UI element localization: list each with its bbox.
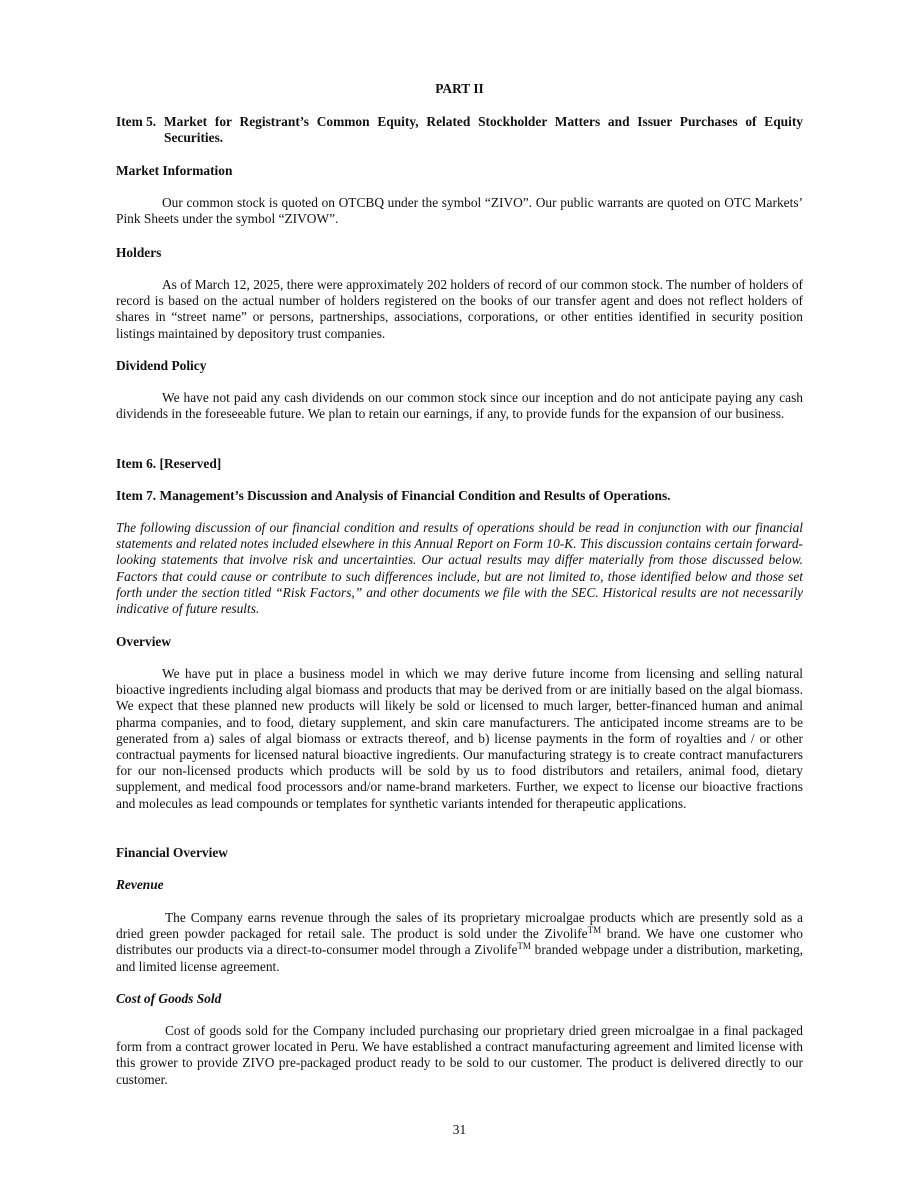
item7-intro-paragraph: The following discussion of our financial condition and results of operations should be read in conjunction with our financial statements and related notes included elsewhere in this Annual Report on Form 10-K. This discussion contains certain forward-looking statements that involve risk and uncertainties. Our actual results may differ materially from those discussed below. Factors that could cause or contribute to such differences include, but are not limited to, those identified below and those set forth under the section titled “Risk Factors,” and other documents we file with the SEC. Historical results are not necessarily indicative of future results. [116, 520, 803, 617]
dividend-policy-paragraph [116, 390, 803, 422]
overview-heading: Overview [116, 634, 172, 649]
part-title: PART II [435, 81, 484, 96]
dividend-policy-text: We have not paid any cash dividends on our common stock since our inception and do not anticipate paying any cash dividends in the foreseeable future. We plan to retain our earnings, if any, to provide funds for the expansion of our business. [116, 390, 803, 422]
cogs-paragraph [116, 1023, 803, 1088]
cogs-text: Cost of goods sold for the Company included purchasing our proprietary dried green microalgae in a final packaged form from a contract grower located in Peru. We have established a contract manufacturing agreement and limited license with this grower to provide ZIVO pre-packaged product ready to be sold to our customer. The product is delivered directly to our customer. [116, 1023, 803, 1087]
holders-text: As of March 12, 2025, there were approximately 202 holders of record of our common stock. The number of holders of record is based on the actual number of holders registered on the books of our transfer agent and does not reflect holders of shares in “street name” or persons, partnerships, associations, corporations, or other entities identified in security position listings maintained by depository trust companies. [116, 277, 803, 341]
item6-heading: Item 6. [Reserved] [116, 456, 222, 471]
overview-paragraph [116, 666, 803, 812]
revenue-heading: Revenue [116, 877, 164, 892]
holders-heading: Holders [116, 245, 162, 260]
page-number: 31 [452, 1122, 467, 1137]
trademark-symbol: TM [517, 941, 531, 952]
overview-text: We have put in place a business model in which we may derive future income from licensing and selling natural bioactive ingredients including algal biomass and products that may be derived from or are initially based on the algal biomass. We expect that these planned new products will likely be sold or licensed to much larger, better-financed human and animal pharma companies, and to food, dietary supplement, and skin care manufacturers. The anticipated income streams are to be generated from a) sales of algal biomass or extracts thereof, and b) license payments in the form of royalties and / or other contractual payments for licensed natural bioactive ingredients. Our manufacturing strategy is to create contract manufacturers for our non-licensed products which products will be sold by us to food distributors and retailers, animal food, dietary supplement, and medical food processors and/or name-brand marketers. Further, we expect to license our bioactive fractions and molecules as lead compounds or templates for synthetic variants intended for therapeutic applications. [116, 666, 803, 811]
item5-number: Item 5. [116, 114, 157, 129]
financial-overview-heading: Financial Overview [116, 845, 228, 860]
item5-title: Market for Registrant’s Common Equity, Related Stockholder Matters and Issuer Purchases of Equity Securities. [164, 114, 803, 146]
cogs-heading: Cost of Goods Sold [116, 991, 222, 1006]
item5-heading [116, 114, 803, 146]
revenue-text-2: brand. We have one customer who distributes our products via a direct-to-consumer model through a Zivolife [116, 926, 803, 958]
revenue-paragraph [116, 910, 803, 975]
holders-paragraph [116, 277, 803, 342]
market-information-heading: Market Information [116, 163, 233, 178]
revenue-text-1: The Company earns revenue through the sales of its proprietary microalgae products which are presently sold as a dried green powder packaged for retail sale. The product is sold under the Zivolife [116, 910, 803, 942]
trademark-symbol: TM [587, 925, 602, 936]
dividend-policy-heading: Dividend Policy [116, 358, 207, 373]
item7-heading: Item 7. Management’s Discussion and Analysis of Financial Condition and Results of Operations. [116, 488, 671, 503]
revenue-text-3: branded webpage under a distribution, marketing, and limited license agreement. [116, 942, 803, 974]
market-information-text: Our common stock is quoted on OTCBQ under the symbol “ZIVO”. Our public warrants are quoted on OTC Markets’ Pink Sheets under the symbol “ZIVOW”. [116, 195, 803, 227]
market-information-paragraph [116, 195, 803, 227]
